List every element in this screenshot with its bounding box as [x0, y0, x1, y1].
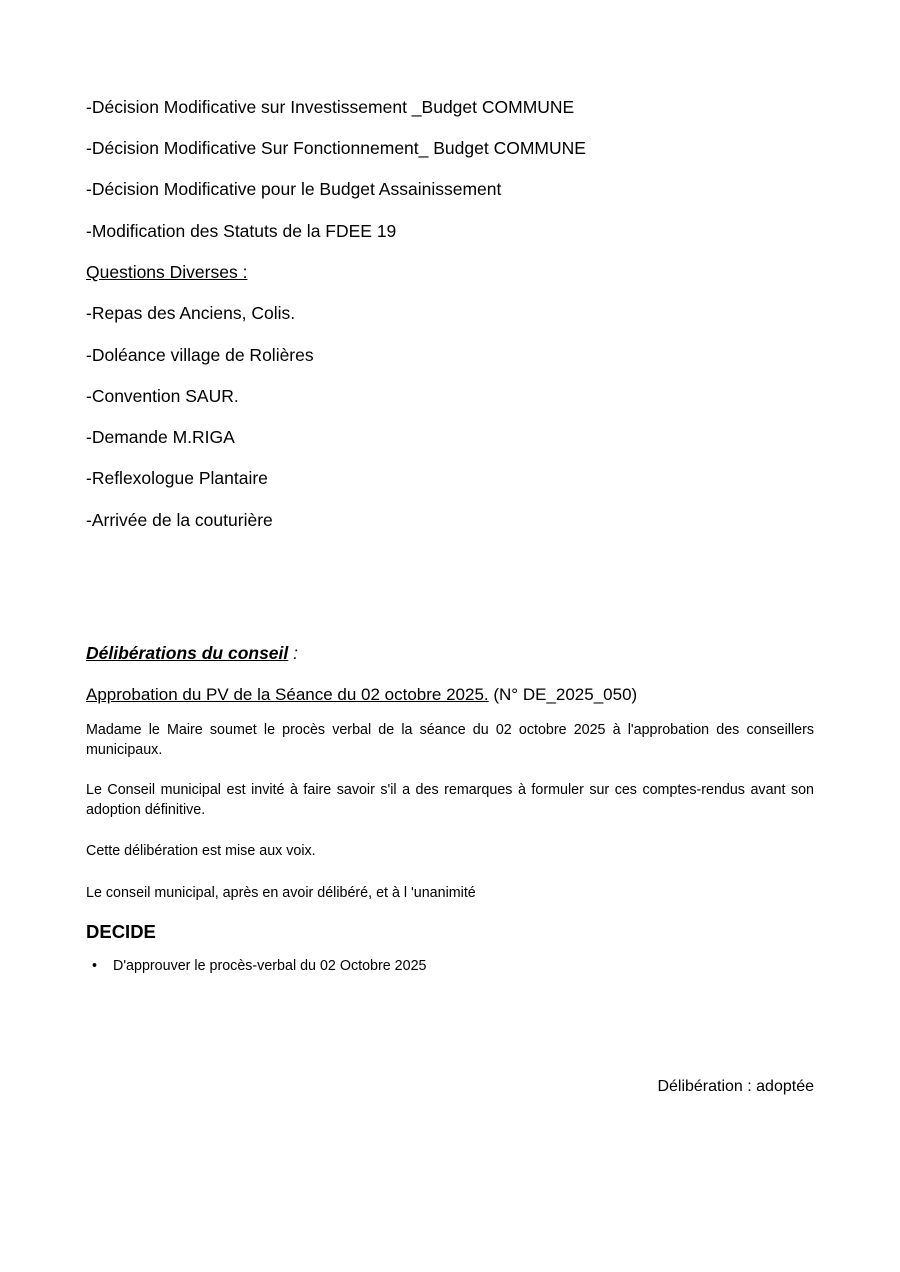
agenda-item-fdee-statuts: -Modification des Statuts de la FDEE 19 — [86, 221, 397, 241]
question-item-convention: -Convention SAUR. — [86, 386, 239, 406]
deliberations-heading — [86, 642, 298, 664]
list-item — [86, 956, 426, 976]
decision-list — [86, 956, 426, 976]
agenda-item-investissement: -Décision Modificative sur Investissement _Budget COMMUNE — [86, 97, 575, 117]
approval-reference: (N° DE_2025_050) — [488, 685, 638, 704]
decision-text: D'approuver le procès-verbal du 02 Octobre 2025 — [113, 958, 427, 974]
bullet-icon: • — [92, 958, 98, 974]
question-item-repas: -Repas des Anciens, Colis. — [86, 303, 296, 323]
question-item-reflexologue: -Reflexologue Plantaire — [86, 468, 268, 488]
paragraph-unanimity: Le conseil municipal, après en avoir délibéré, et à l 'unanimité — [86, 885, 476, 901]
paragraph-invitation: Le Conseil municipal est invité à faire savoir s'il a des remarques à formuler sur ces comptes-rendus avant son adoption définitive. — [86, 782, 814, 818]
questions-diverses-heading: Questions Diverses : — [86, 262, 248, 282]
approval-heading — [86, 684, 637, 706]
question-item-couturiere: -Arrivée de la couturière — [86, 510, 273, 530]
question-item-doleance: -Doléance village de Rolières — [86, 345, 314, 365]
paragraph-vote: Cette délibération est mise aux voix. — [86, 843, 316, 859]
deliberation-result: Délibération : adoptée — [657, 1078, 814, 1095]
agenda-item-assainissement: -Décision Modificative pour le Budget Assainissement — [86, 179, 502, 199]
question-item-demande: -Demande M.RIGA — [86, 427, 235, 447]
decide-heading: DECIDE — [86, 921, 156, 942]
agenda-item-fonctionnement: -Décision Modificative Sur Fonctionnement_ Budget COMMUNE — [86, 138, 586, 158]
deliberations-title-colon: : — [288, 643, 299, 663]
deliberations-title: Délibérations du conseil — [86, 643, 289, 663]
paragraph-submission: Madame le Maire soumet le procès verbal de la séance du 02 octobre 2025 à l'approbation des conseillers municipaux. — [86, 722, 814, 758]
approval-title: Approbation du PV de la Séance du 02 octobre 2025. — [86, 685, 489, 704]
